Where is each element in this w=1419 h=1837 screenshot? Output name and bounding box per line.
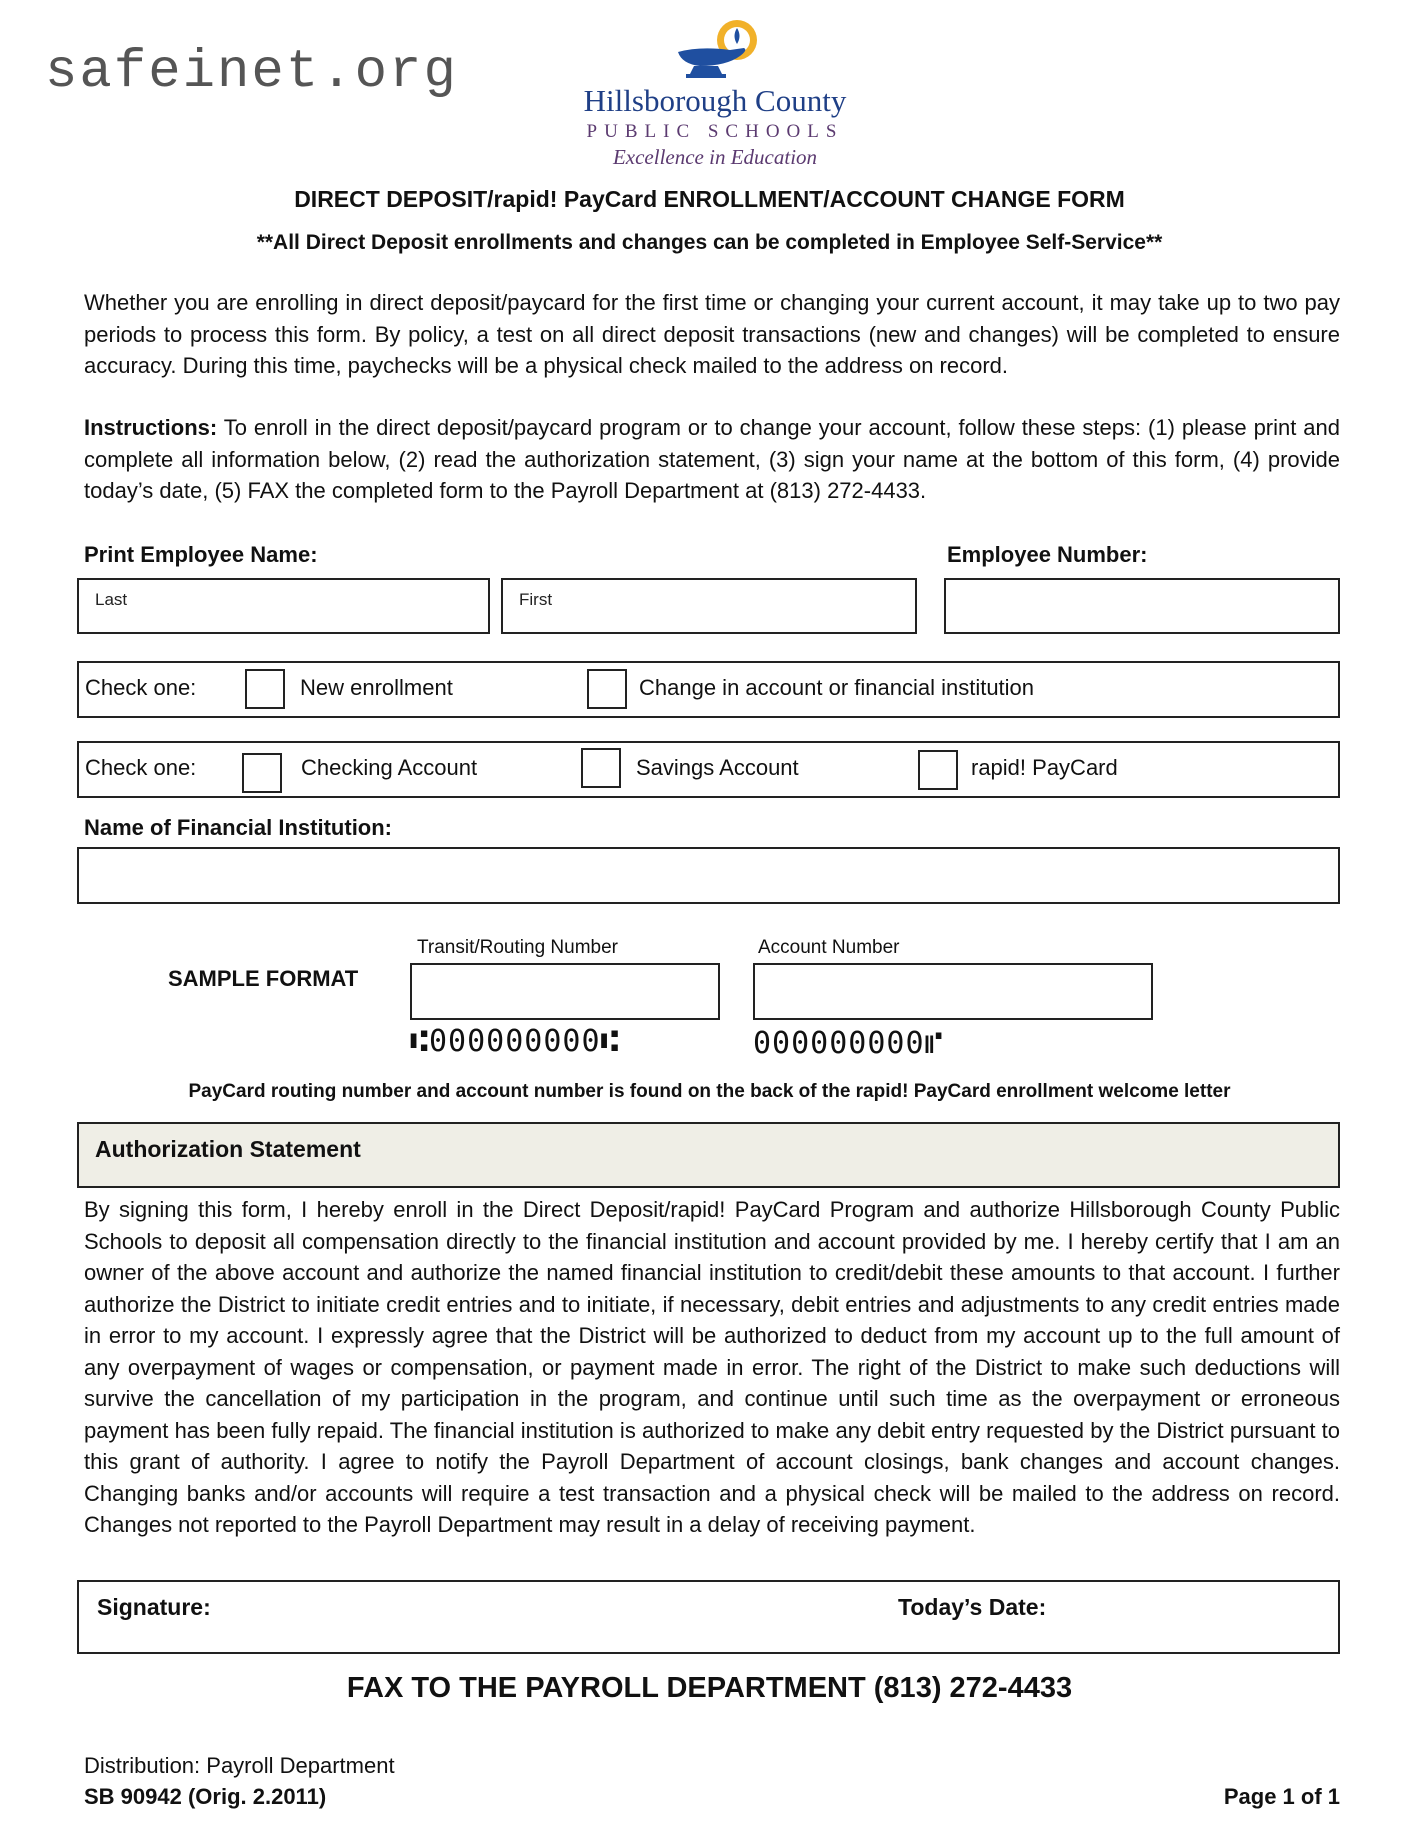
employee-number-label: Employee Number: bbox=[947, 542, 1148, 567]
enrollment-type-row bbox=[77, 661, 1340, 718]
instructions-label: Instructions: bbox=[84, 415, 218, 440]
form-title: DIRECT DEPOSIT/rapid! PayCard ENROLLMENT/ACCOUNT CHANGE FORM bbox=[294, 186, 1125, 212]
logo-subtitle: PUBLIC SCHOOLS bbox=[586, 121, 844, 142]
watermark: safeinet.org bbox=[45, 42, 458, 103]
page-number: Page 1 of 1 bbox=[1223, 1784, 1340, 1809]
paycard-note: PayCard routing number and account number is found on the back of the rapid! PayCard enrollment welcome letter bbox=[188, 1081, 1231, 1102]
checking-account-checkbox[interactable] bbox=[242, 753, 282, 793]
distribution-line: Distribution: Payroll Department bbox=[84, 1753, 395, 1778]
fax-instruction: FAX TO THE PAYROLL DEPARTMENT (813) 272-4433 bbox=[346, 1672, 1073, 1704]
authorization-header-box bbox=[77, 1122, 1340, 1188]
routing-micr-sample: ⑆000000000⑆ bbox=[410, 1024, 620, 1059]
account-micr-sample: 000000000⑈ bbox=[753, 1026, 944, 1061]
paycard-label: rapid! PayCard bbox=[971, 755, 1118, 780]
sample-format-label: SAMPLE FORMAT bbox=[168, 966, 359, 991]
instructions-text: To enroll in the direct deposit/paycard program or to change your account, follow these steps: (1) please print and complete all information below, (2) read the authorization statement, (3) sign your name at the bottom of this form, (4) provide today’s date, (5) FAX the completed form to the Payroll Department at (813) 272-4433. bbox=[84, 415, 1340, 503]
savings-account-label: Savings Account bbox=[636, 755, 799, 780]
todays-date-label: Today’s Date: bbox=[898, 1594, 1047, 1620]
authorization-heading: Authorization Statement bbox=[95, 1136, 361, 1162]
new-enrollment-label: New enrollment bbox=[300, 675, 453, 700]
paycard-checkbox[interactable] bbox=[918, 750, 958, 790]
lamp-icon bbox=[660, 18, 770, 80]
new-enrollment-checkbox[interactable] bbox=[245, 669, 285, 709]
intro-paragraph: Whether you are enrolling in direct deposit/paycard for the first time or changing your current account, it may take up to two pay periods to process this form. By policy, a test on all direct deposit transactions (new and changes) will be completed to ensure accuracy. During this time, paychecks will be a physical check mailed to the address on record. bbox=[84, 290, 1340, 378]
signature-box[interactable] bbox=[77, 1580, 1340, 1654]
authorization-text: By signing this form, I hereby enroll in the Direct Deposit/rapid! PayCard Program and authorize Hillsborough County Public Schools to deposit all compensation directly to the financial institution and account provided by me. I hereby certify that I am an owner of the above account and authorize the named financial institution to credit/debit these amounts to that account. I further authorize the District to initiate credit entries and to initiate, if necessary, debit entries and adjustments to any credit entries made in error to my account. I expressly agree that the District will be authorized to deduct from my account up to the full amount of any overpayment of wages or compensation, or payment made in error. The right of the District to make such deductions will survive the cancellation of my participation in the program, and continue until such time as the overpayment or erroneous payment has been fully repaid. The financial institution is authorized to make any debit entry requested by the District pursuant to this grant of authority. I agree to notify the Payroll Department of account closings, bank changes and account changes. Changing banks and/or accounts will require a test transaction and a physical check will be mailed to the address on record. Changes not reported to the Payroll Department may result in a delay of receiving payment. bbox=[84, 1197, 1340, 1537]
account-type-row bbox=[77, 741, 1340, 798]
institution-field[interactable] bbox=[77, 847, 1340, 904]
first-name-hint: First bbox=[519, 590, 553, 609]
change-account-label: Change in account or financial institution bbox=[639, 675, 1035, 700]
account-number-field[interactable] bbox=[753, 963, 1153, 1020]
employee-name-label: Print Employee Name: bbox=[84, 542, 318, 567]
logo-tagline: Excellence in Education bbox=[612, 145, 818, 169]
instructions-paragraph bbox=[84, 412, 1340, 507]
employee-number-field[interactable] bbox=[944, 578, 1340, 634]
logo-name: Hillsborough County bbox=[583, 83, 847, 118]
routing-number-label: Transit/Routing Number bbox=[417, 937, 618, 958]
savings-account-checkbox[interactable] bbox=[581, 748, 621, 788]
form-subtitle: **All Direct Deposit enrollments and changes can be completed in Employee Self-Service** bbox=[256, 231, 1163, 254]
enrollment-type-label: Check one: bbox=[85, 675, 197, 700]
district-logo bbox=[565, 18, 865, 168]
account-type-label: Check one: bbox=[85, 755, 197, 780]
change-account-checkbox[interactable] bbox=[587, 669, 627, 709]
routing-number-field[interactable] bbox=[410, 963, 720, 1020]
signature-label: Signature: bbox=[97, 1594, 211, 1620]
last-name-hint: Last bbox=[95, 590, 128, 609]
institution-label: Name of Financial Institution: bbox=[84, 815, 393, 840]
last-name-field[interactable] bbox=[77, 578, 490, 634]
checking-account-label: Checking Account bbox=[301, 755, 478, 780]
account-number-label: Account Number bbox=[758, 937, 900, 958]
form-id: SB 90942 (Orig. 2.2011) bbox=[84, 1784, 327, 1809]
first-name-field[interactable] bbox=[501, 578, 917, 634]
